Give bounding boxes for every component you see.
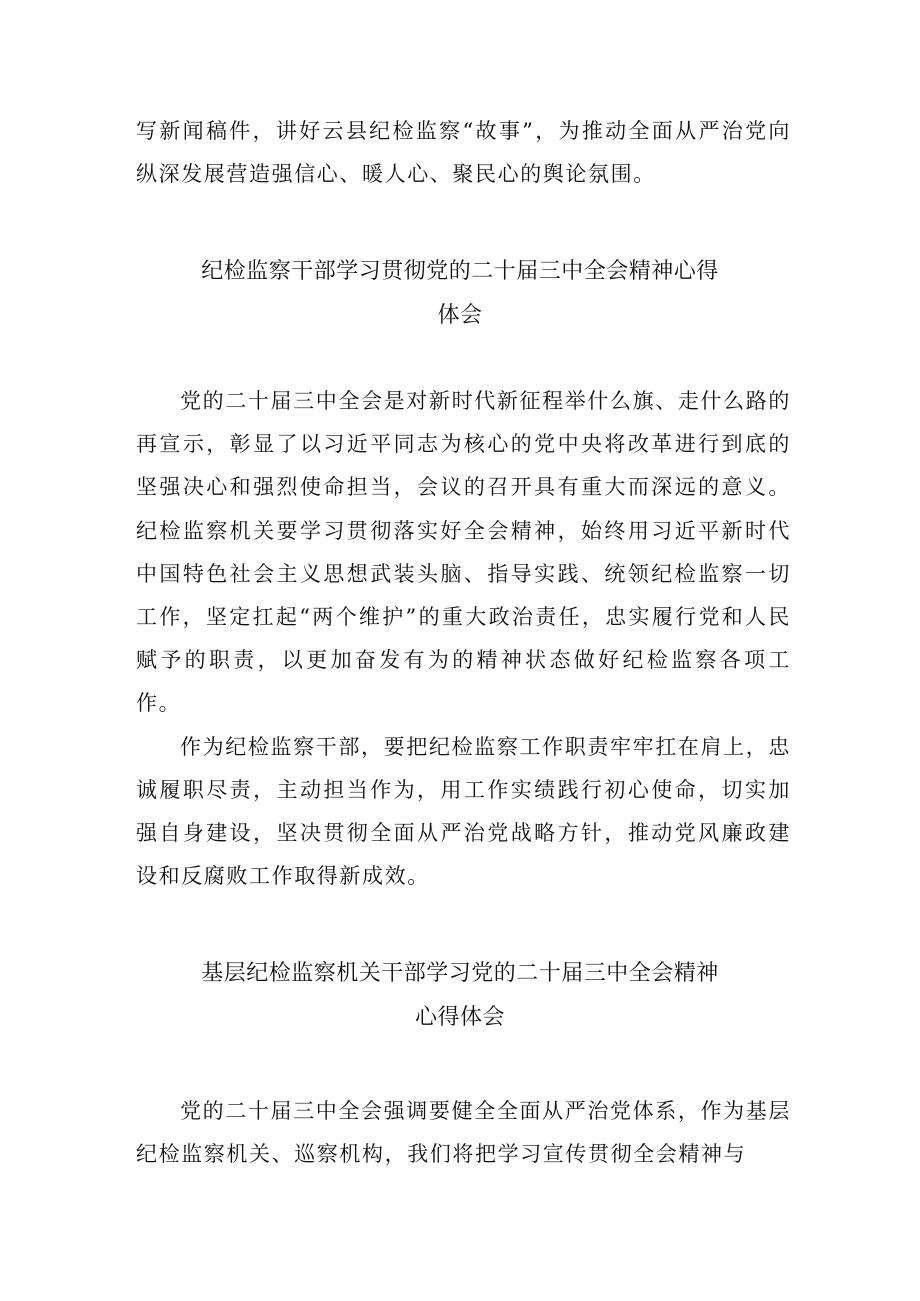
paragraph: 写新闻稿件，讲好云县纪检监察“故事”，为推动全面从严治党向纵深发展营造强信心、暖人心、聚民心的舆论氛围。 [136, 119, 791, 187]
section-title-line: 心得体会 [414, 1005, 505, 1030]
section-body [136, 1090, 791, 1176]
section-title-line: 基层纪检监察机关干部学习党的二十届三中全会精神 [201, 961, 719, 986]
section-title [130, 250, 790, 338]
paragraph: 党的二十届三中全会强调要健全全面从严治党体系，作为基层纪检监察机关、巡察机构，我们将把学习宣传贯彻全会精神与 [136, 1099, 791, 1167]
section-title-line: 纪检监察干部学习贯彻党的二十届三中全会精神心得 [201, 259, 719, 284]
paragraph: 作为纪检监察干部，要把纪检监察工作职责牢牢扛在肩上，忠诚履职尽责，主动担当作为，用工作实绩践行初心使命，切实加强自身建设，坚决贯彻全面从严治党战略方针，推动党风廉政建设和反腐败工作取得新成效。 [136, 734, 791, 889]
section-body [136, 380, 791, 898]
section-title-line: 体会 [437, 303, 483, 328]
paragraph: 党的二十届三中全会是对新时代新征程举什么旗、走什么路的再宣示，彰显了以习近平同志为核心的党中央将改革进行到底的坚强决心和强烈使命担当，会议的召开具有重大而深远的意义。纪检监察机关要学习贯彻落实好全会精神，始终用习近平新时代中国特色社会主义思想武装头脑、指导实践、统领纪检监察一切工作，坚定扛起“两个维护”的重大政治责任，忠实履行党和人民赋予的职责，以更加奋发有为的精神状态做好纪检监察各项工作。 [136, 389, 791, 716]
section-title [130, 952, 790, 1040]
continuation-text [136, 110, 791, 196]
